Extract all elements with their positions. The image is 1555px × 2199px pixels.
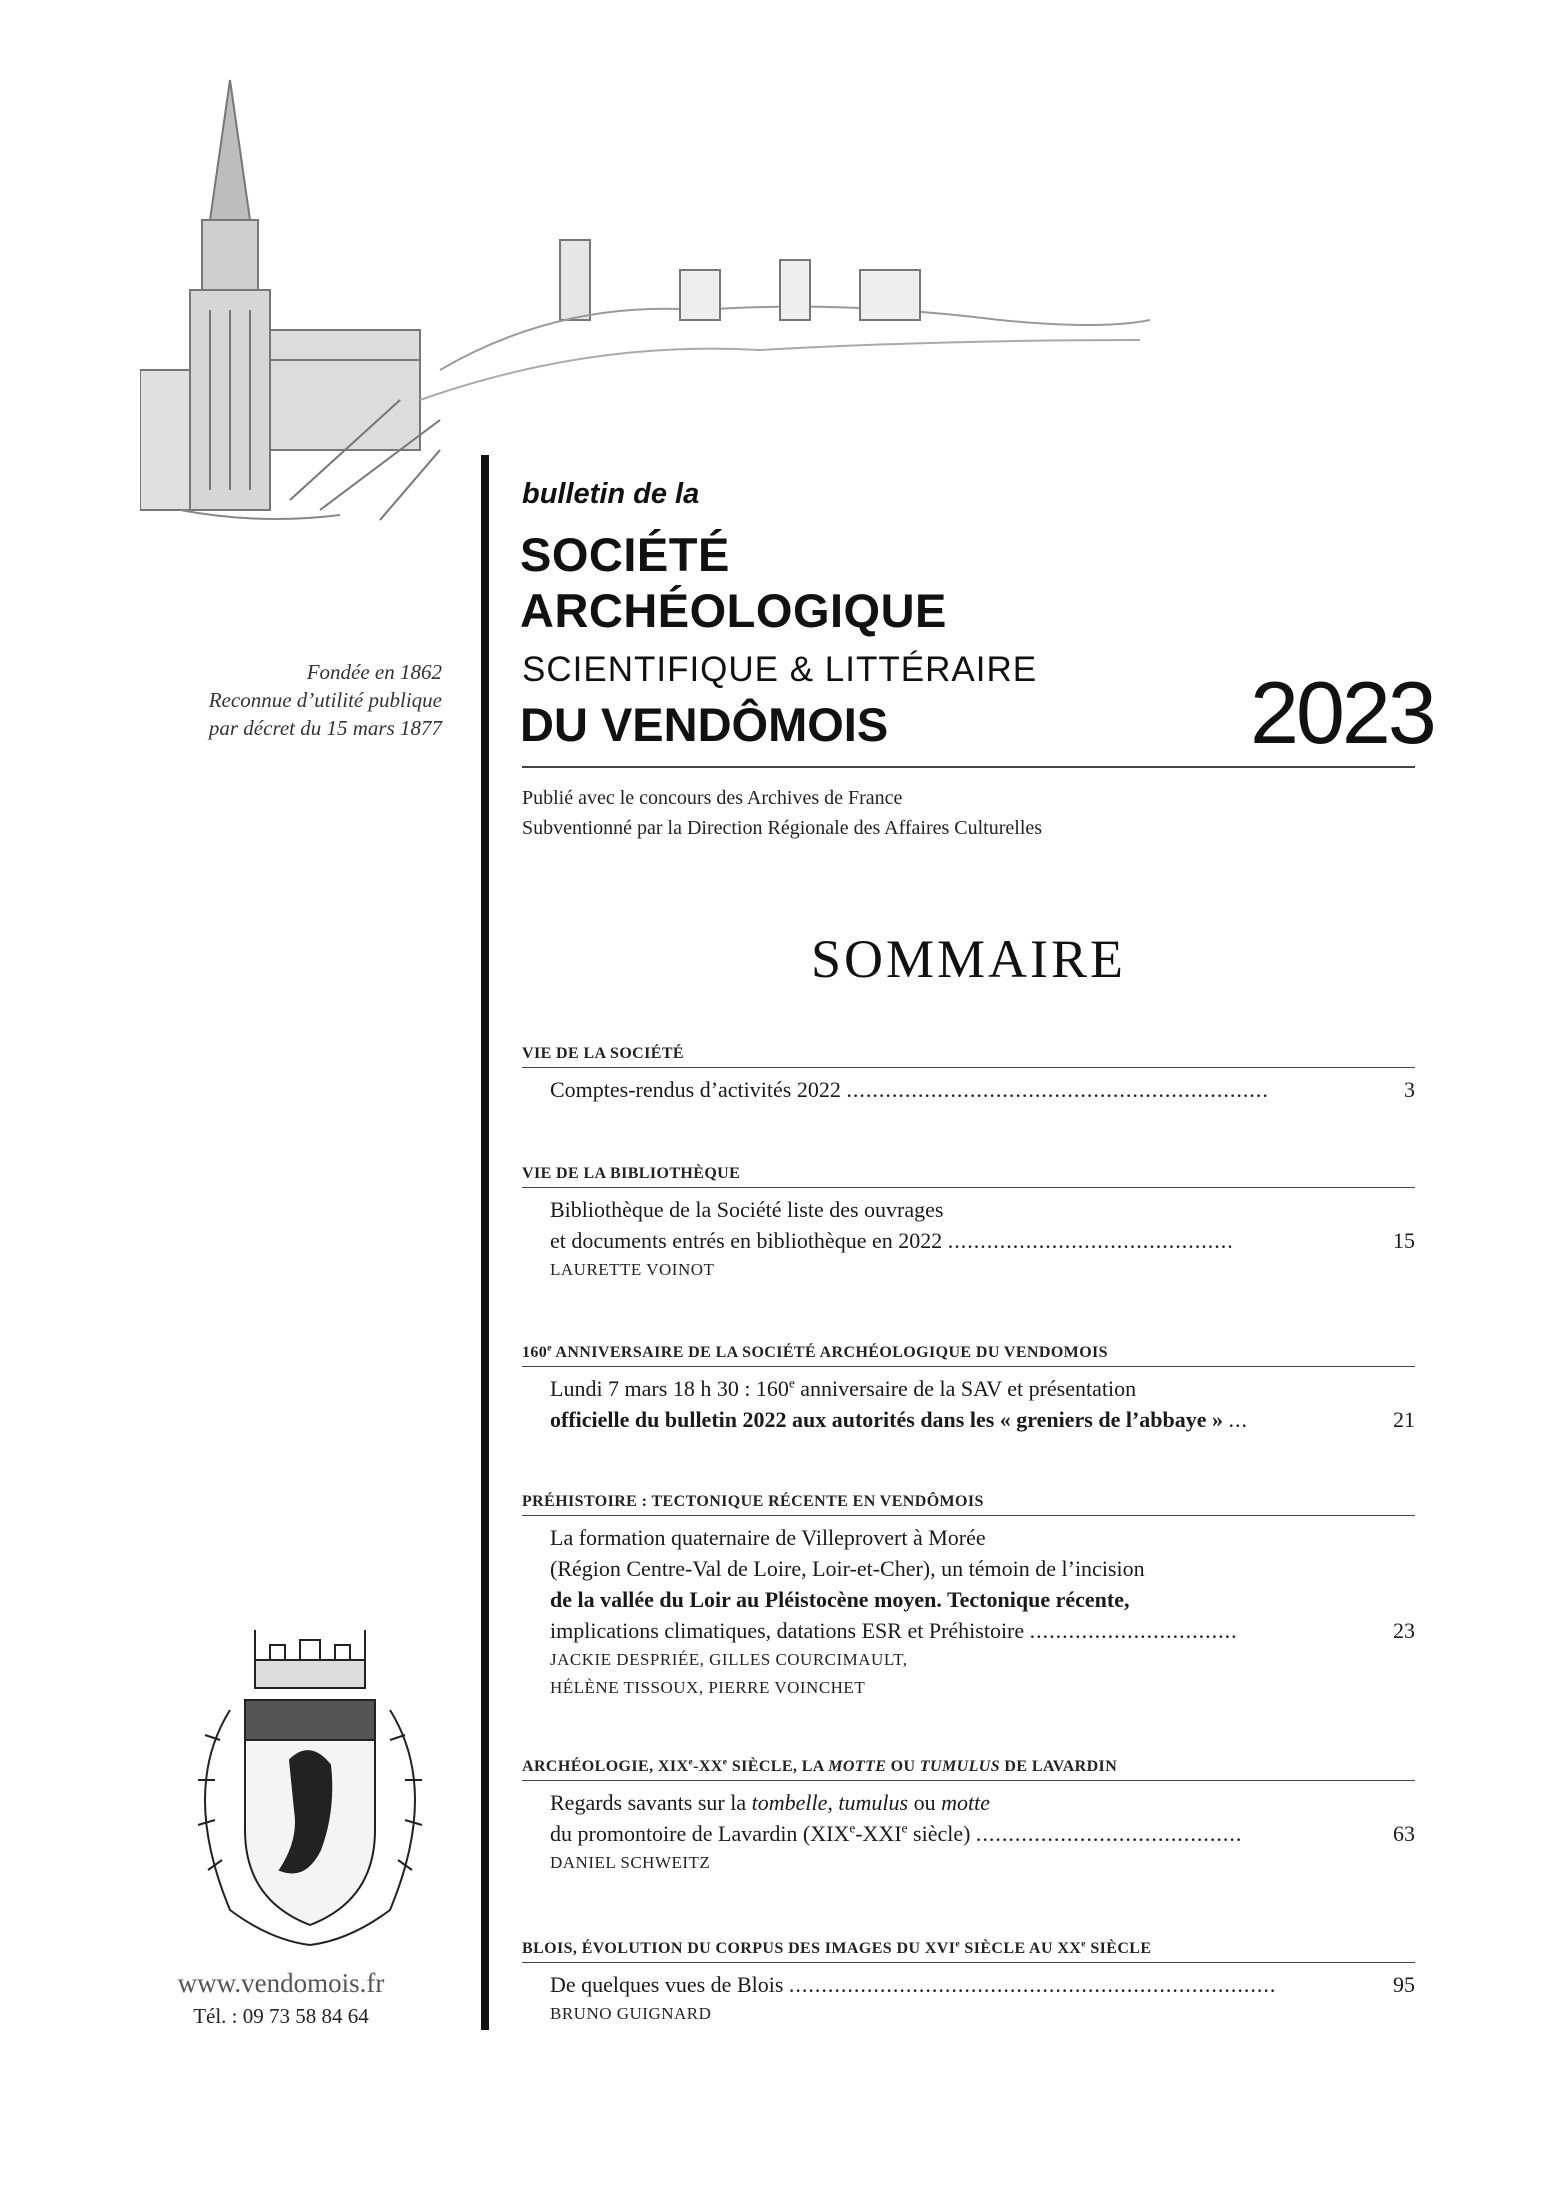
toc-entry[interactable] [522,1516,1415,1702]
page-number: 95 [1393,1972,1415,1997]
header-rule [522,766,1415,768]
entry-title-line: La formation quaternaire de Villeprovert à Morée [550,1525,986,1550]
phone-number: Tél. : 09 73 58 84 64 [193,2004,369,2028]
page-number: 21 [1393,1407,1415,1432]
entry-title-line: et documents entrés en bibliothèque en 2022 [550,1228,943,1253]
title-line4: DU VENDÔMOIS [520,698,889,751]
website-url: www.vendomois.fr [177,1968,385,1998]
toc-entry[interactable] [522,1188,1415,1284]
dot-leader: ................................ [1029,1618,1238,1643]
page-number: 15 [1393,1228,1415,1253]
entry-title-line: Bibliothèque de la Société liste des ouvrages [550,1197,944,1222]
toc-entry[interactable] [522,1068,1415,1105]
dot-leader: ......................................... [975,1821,1243,1846]
dot-leader: ............................................ [947,1228,1234,1253]
entry-author: JACKIE DESPRIÉE, GILLES COURCIMAULT, [550,1650,908,1669]
recognized-line2: par décret du 15 mars 1877 [208,716,442,740]
entry-title-line: De quelques vues de Blois [550,1972,784,1997]
toc-entry[interactable] [522,1963,1415,2028]
page-number: 3 [1404,1077,1415,1102]
published-line1: Publié avec le concours des Archives de France [522,787,903,809]
entry-author: LAURETTE VOINOT [550,1260,715,1279]
toc-section-anniversaire [522,1344,1415,1435]
entry-author: DANIEL SCHWEITZ [550,1853,711,1872]
publication-notes [522,783,1042,843]
vertical-divider [481,455,489,2030]
entry-title-line: Comptes-rendus d’activités 2022 [550,1077,841,1102]
toc-heading: SOMMAIRE [810,929,1127,989]
entry-title-line: Regards savants sur la tombelle, tumulus ou motte [550,1790,990,1815]
entry-title-line: officielle du bulletin 2022 aux autorités dans les « greniers de l’abbaye » [550,1407,1224,1432]
title-line3: SCIENTIFIQUE & LITTÉRAIRE [522,650,1038,689]
title-line1: SOCIÉTÉ [520,528,730,581]
page-number: 23 [1393,1618,1415,1643]
toc-section-vie-bibliotheque [522,1165,1415,1284]
coat-of-arms-emblem [160,1620,460,1960]
founded-line: Fondée en 1862 [306,660,442,684]
dot-leader: ........................................................................... [788,1972,1277,1997]
entry-author: HÉLÈNE TISSOUX, PIERRE VOINCHET [550,1678,866,1697]
section-title: PRÉHISTOIRE : TECTONIQUE RÉCENTE EN VENDÔMOIS [522,1493,1415,1516]
dot-leader: ................................................................. [846,1077,1269,1102]
toc-entry[interactable] [522,1781,1415,1877]
recognized-line1: Reconnue d’utilité publique [208,688,442,712]
section-title: VIE DE LA BIBLIOTHÈQUE [522,1165,1415,1188]
section-title: BLOIS, ÉVOLUTION DU CORPUS DES IMAGES DU XVIe SIÈCLE AU XXe SIÈCLE [522,1940,1415,1963]
section-title: ARCHÉOLOGIE, XIXe-XXe SIÈCLE, LA MOTTE OU TUMULUS DE LAVARDIN [522,1758,1415,1781]
page-number: 63 [1393,1821,1415,1846]
entry-title-line: de la vallée du Loir au Pléistocène moyen. Tectonique récente, [550,1587,1130,1612]
published-line2: Subventionné par la Direction Régionale des Affaires Culturelles [522,817,1043,839]
toc-section-prehistoire [522,1493,1415,1702]
bulletin-label: bulletin de la [522,478,700,510]
section-title: 160e ANNIVERSAIRE DE LA SOCIÉTÉ ARCHÉOLOGIQUE DU VENDOMOIS [522,1344,1415,1367]
toc-section-archeologie [522,1758,1415,1877]
entry-title-line: Lundi 7 mars 18 h 30 : 160e anniversaire de la SAV et présentation [550,1375,1137,1401]
society-title [520,527,947,639]
entry-title-line: (Région Centre-Val de Loire, Loir-et-Cher), un témoin de l’incision [550,1556,1145,1581]
toc-section-blois [522,1940,1415,2028]
entry-author: BRUNO GUIGNARD [550,2004,712,2023]
section-title: VIE DE LA SOCIÉTÉ [522,1045,1415,1068]
dot-leader: ... [1228,1407,1249,1432]
entry-title-line: du promontoire de Lavardin (XIXe-XXIe siècle) ......................................... [550,1820,1243,1846]
toc-section-vie-societe [522,1045,1415,1105]
founding-info [120,658,442,742]
toc-entry[interactable] [522,1367,1415,1435]
title-line2: ARCHÉOLOGIQUE [520,584,947,637]
bulletin-year: 2023 [1250,663,1434,762]
entry-title-line: implications climatiques, datations ESR et Préhistoire [550,1618,1025,1643]
